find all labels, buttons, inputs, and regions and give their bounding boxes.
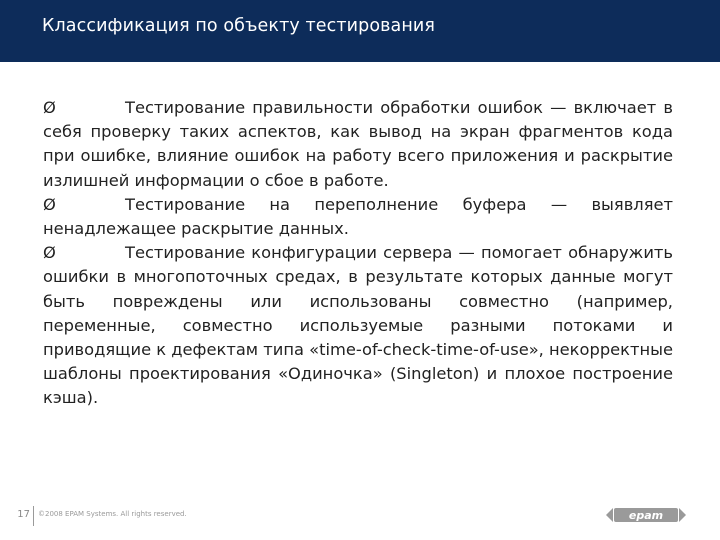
bullet-item-buffer-overflow: [43, 193, 673, 241]
epam-logo-icon: [606, 506, 686, 524]
slide-body: [43, 96, 673, 411]
bullet-item-text: Тестирование правильности обработки ошибок — включает в себя проверку таких аспектов, как вывод на экран фрагментов кода при ошибке, влияние ошибок на работу всего приложения и раскрытие излишней информации о сбое в работе.: [43, 98, 673, 190]
epam-logo-text: epam: [628, 509, 664, 523]
slide-header: [0, 0, 720, 62]
page-number: 17: [17, 509, 30, 520]
bullet-item-text: Тестирование на переполнение буфера — выявляет ненадлежащее раскрытие данных.: [43, 194, 673, 239]
arrow-bullet-icon: Ø: [43, 194, 56, 214]
bullet-item-error-handling: [43, 96, 673, 193]
slide-footer: [0, 500, 720, 540]
arrow-bullet-icon: Ø: [43, 98, 56, 117]
arrow-bullet-icon: Ø: [43, 243, 56, 263]
slide-title: Классификация по объекту тестирования: [42, 16, 436, 36]
bullet-item-text: Тестирование конфигурации сервера — помогает обнаружить ошибки в многопоточных средах, в результате которых данные могут быть повреждены или использованы совместно (например, переменные, совместно используемые разными потоками и приводящие к дефектам типа «time-of-check-time-of-use», некорректные шаблоны проектирования «Одиночка» (Singleton) и плохое построение кэша).: [43, 243, 673, 408]
copyright-text: ©2008 EPAM Systems. All rights reserved.: [38, 510, 187, 518]
bullet-item-server-config: [43, 241, 673, 410]
footer-divider: [33, 506, 34, 526]
